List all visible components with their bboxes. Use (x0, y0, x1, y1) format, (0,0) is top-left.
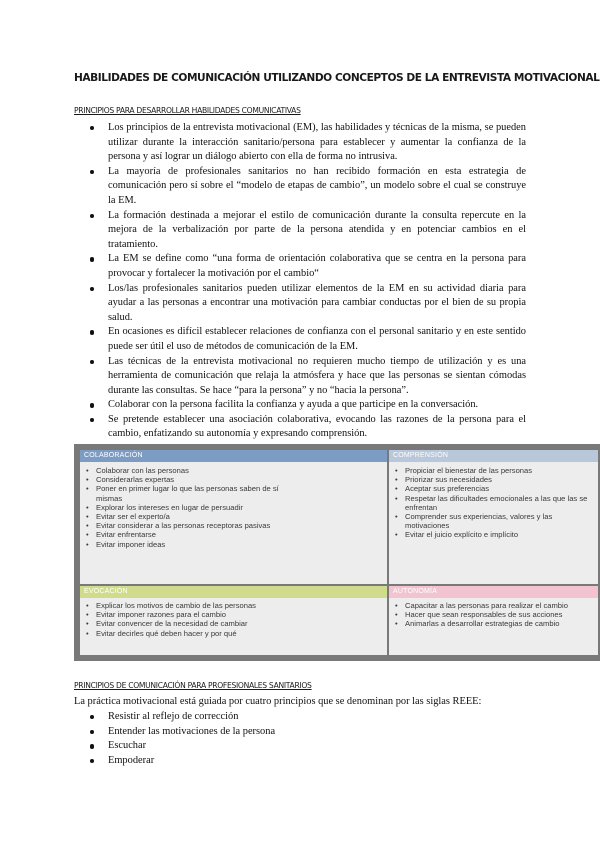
list-item: • Poner en primer lugar lo que las personas saben de sí mismas (84, 484, 289, 502)
list-item: • Considerarlas expertas (84, 475, 289, 484)
list-item: Entender las motivaciones de la persona (108, 725, 508, 740)
bullet-dot-icon (90, 759, 94, 763)
list-item: Las técnicas de la entrevista motivacional no requieren mucho tiempo de utilización y es una herramienta de comunicación que relaja la atmósfera y hace que las personas se sientan cómodas durante las consultas. Se hace “para la persona” y no “hacia la persona”. (108, 355, 526, 399)
em-spirit-figure (74, 444, 600, 661)
list-item: • Evitar considerar a las personas receptoras pasivas (84, 521, 289, 530)
list-item: • Evitar el juicio explícito e implícito (393, 530, 598, 539)
bullet-dot-icon (90, 360, 94, 364)
list-item: • Animarlas a desarrollar estrategias de cambio (393, 619, 598, 628)
list-item: • Evitar enfrentarse (84, 530, 289, 539)
list-item: Escuchar (108, 739, 508, 754)
bullet-dot-icon (90, 330, 94, 334)
list-item: • Respetar las dificultades emocionales a las que las se enfrentan (393, 494, 598, 512)
bullet-dot-icon (90, 287, 94, 291)
list-item: La formación destinada a mejorar el estilo de comunicación durante la consulta repercute en la mejora de la verbalización por parte de la persona atendida y en potenciar cambios en el tratamiento. (108, 209, 526, 253)
list-item: Los/las profesionales sanitarios pueden utilizar elementos de la EM en su actividad diaria para ayudar a las personas a encontrar una motivación para cambiar conductas por el bien de su propia salud. (108, 282, 526, 326)
list-item: Colaborar con la persona facilita la confianza y ayuda a que participe en la conversación. (108, 398, 526, 413)
list-item: Empoderar (108, 754, 508, 769)
list-item: • Evitar imponer razones para el cambio (84, 610, 289, 619)
evocation-list (84, 601, 289, 638)
bullet-dot-icon (90, 418, 94, 422)
list-item: • Propiciar el bienestar de las personas (393, 466, 598, 475)
list-item: Los principios de la entrevista motivacional (EM), las habilidades y técnicas de la misma, se pueden utilizar durante la interacción sanitario/persona para establecer y aumentar la confianza de la persona y así lograr un diálogo abierto con ella de forma no intrusiva. (108, 121, 526, 165)
list-item: • Evitar ser el experto/a (84, 512, 289, 521)
list-item: En ocasiones es difícil establecer relaciones de confianza con el personal sanitario y en este sentido puede ser útil el uso de métodos de comunicación de la EM. (108, 325, 526, 354)
list-item: • Hacer que sean responsables de sus acciones (393, 610, 598, 619)
section-heading-principios: PRINCIPIOS DE COMUNICACIÓN PARA PROFESIONALES SANITARIOS (74, 681, 312, 690)
reee-list (108, 710, 508, 768)
bullet-dot-icon (90, 170, 94, 174)
bullet-dot-icon (90, 126, 94, 130)
list-item: • Aceptar sus preferencias (393, 484, 598, 493)
quad-comprehension (389, 450, 598, 584)
list-item: • Comprender sus experiencias, valores y las motivaciones (393, 512, 598, 530)
reee-intro: La práctica motivacional está guiada por cuatro principios que se denominan por las siglas REEE: (74, 696, 482, 707)
bullet-dot-icon (90, 257, 94, 261)
list-item: Resistir al reflejo de corrección (108, 710, 508, 725)
bullet-dot-icon (90, 214, 94, 218)
quad-evocation (80, 586, 387, 655)
bullet-dot-icon (90, 744, 94, 748)
quad-header-collaboration: COLABORACIÓN (80, 450, 387, 462)
quad-header-autonomy: AUTONOMÍA (389, 586, 598, 598)
list-item: Se pretende establecer una asociación colaborativa, evocando las razones de la persona para el cambio, enfatizando su autonomía y expresando comprensión. (108, 413, 526, 442)
bullet-dot-icon (90, 715, 94, 719)
quad-autonomy (389, 586, 598, 655)
section-heading-habilidades: PRINCIPIOS PARA DESARROLLAR HABILIDADES COMUNICATIVAS (74, 106, 301, 115)
list-item: • Explorar los intereses en lugar de persuadir (84, 503, 289, 512)
principles-list (108, 121, 526, 442)
comprehension-list (393, 466, 598, 540)
list-item: • Evitar decirles qué deben hacer y por qué (84, 629, 289, 638)
list-item: • Evitar imponer ideas (84, 540, 289, 549)
list-item: • Priorizar sus necesidades (393, 475, 598, 484)
quad-header-evocation: EVOCACIÓN (80, 586, 387, 598)
list-item: • Explicar los motivos de cambio de las personas (84, 601, 289, 610)
list-item: • Capacitar a las personas para realizar el cambio (393, 601, 598, 610)
figure-frame (78, 448, 600, 657)
list-item: La EM se define como “una forma de orientación colaborativa que se centra en la persona para provocar y fortalecer la motivación por el cambio“ (108, 252, 526, 281)
page-title: HABILIDADES DE COMUNICACIÓN UTILIZANDO CONCEPTOS DE LA ENTREVISTA MOTIVACIONAL (74, 72, 600, 84)
list-item: • Colaborar con las personas (84, 466, 289, 475)
list-item: La mayoría de profesionales sanitarios no han recibido formación en esta estrategia de comunicación pero sí sobre el “modelo de etapas de cambio”, un modelo sobre el cual se construye la EM. (108, 165, 526, 209)
quad-collaboration (80, 450, 387, 584)
autonomy-list (393, 601, 598, 629)
quad-header-comprehension: COMPRENSIÓN (389, 450, 598, 462)
bullet-dot-icon (90, 730, 94, 734)
bullet-dot-icon (90, 403, 94, 407)
collaboration-list (84, 466, 289, 549)
list-item: • Evitar convencer de la necesidad de cambiar (84, 619, 289, 628)
